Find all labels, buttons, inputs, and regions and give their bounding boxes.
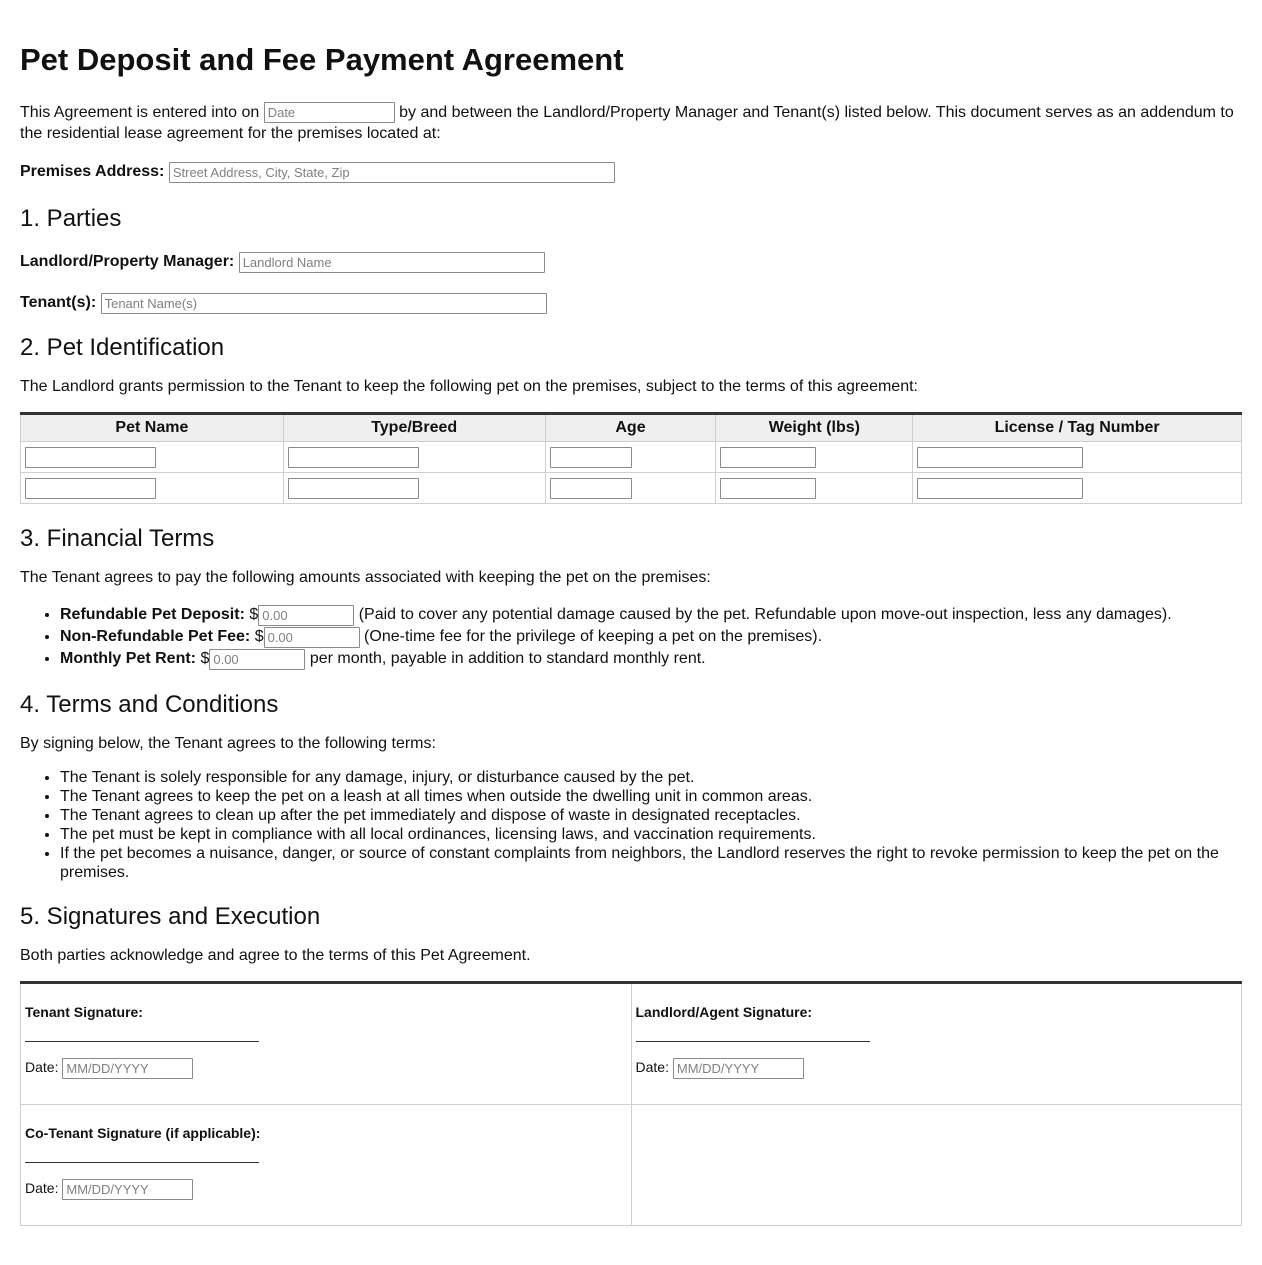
list-item (60, 604, 1242, 626)
table-cell (716, 473, 913, 504)
deposit-note: (Paid to cover any potential damage caused by the pet. Refundable upon move-out inspection, less any damages). (358, 606, 1172, 624)
list-item: • The Tenant is solely responsible for any damage, injury, or disturbance caused by the pet. (60, 768, 1242, 787)
currency-symbol: $ (249, 606, 259, 624)
premises-address-input[interactable] (169, 162, 615, 183)
pet-table-header (21, 414, 1242, 442)
table-cell (545, 442, 716, 473)
landlord-signature-label: Landlord/Agent Signature: (635, 1004, 813, 1021)
premises-row (20, 160, 1242, 184)
column-header-license-tag: License / Tag Number (913, 414, 1242, 442)
landlord-signature-cell (631, 983, 1242, 1105)
pet-age-input[interactable] (550, 478, 632, 499)
pet-rent-amount-input[interactable] (209, 649, 305, 670)
tenant-date-input[interactable] (62, 1058, 193, 1079)
tenant-names-input[interactable] (101, 293, 547, 314)
column-header-pet-name: Pet Name (21, 414, 284, 442)
date-label: Date: (635, 1059, 669, 1076)
list-item: • The Tenant agrees to clean up after the pet immediately and dispose of waste in designated receptacles. (60, 806, 1242, 825)
section-heading-parties: 1. Parties (20, 205, 122, 233)
table-cell (913, 442, 1242, 473)
pet-table (20, 412, 1242, 504)
pet-name-input[interactable] (25, 447, 156, 468)
pet-weight-input[interactable] (720, 478, 816, 499)
page-title: Pet Deposit and Fee Payment Agreement (20, 42, 624, 77)
tenant-signature-line[interactable] (25, 1036, 259, 1042)
table-cell (283, 473, 545, 504)
premises-label: Premises Address: (20, 163, 165, 181)
intro-text-after: by and between the Landlord/Property Manager and Tenant(s) listed below. This document serves as an addendum to the residential lease agreement for the premises located at: (20, 104, 1234, 143)
cotenant-date-input[interactable] (62, 1179, 193, 1200)
tenant-signature-cell (21, 983, 632, 1105)
financial-intro-text: The Tenant agrees to pay the following amounts associated with keeping the pet on the premises: (20, 569, 711, 587)
pet-rent-label: Monthly Pet Rent: (60, 650, 196, 668)
landlord-row (20, 250, 1242, 274)
pet-fee-amount-input[interactable] (264, 627, 360, 648)
section-heading-pet-identification: 2. Pet Identification (20, 334, 225, 362)
table-row (21, 442, 1242, 473)
pet-license-input[interactable] (917, 447, 1083, 468)
landlord-signature-line[interactable] (636, 1036, 870, 1042)
pet-weight-input[interactable] (720, 447, 816, 468)
cotenant-signature-cell (21, 1105, 632, 1226)
tenant-signature-label: Tenant Signature: (25, 1004, 143, 1021)
pet-rent-note: per month, payable in addition to standard monthly rent. (309, 650, 706, 668)
pet-permission-text: The Landlord grants permission to the Tenant to keep the following pet on the premises, subject to the terms of this agreement: (20, 378, 918, 396)
landlord-name-input[interactable] (239, 252, 545, 273)
pet-fee-label: Non-Refundable Pet Fee: (60, 628, 251, 646)
pet-age-input[interactable] (550, 447, 632, 468)
tenant-date-row (25, 1056, 627, 1078)
section-heading-signatures: 5. Signatures and Execution (20, 903, 321, 931)
empty-signature-cell (631, 1105, 1242, 1226)
pet-fee-note: (One-time fee for the privilege of keeping a pet on the premises). (364, 628, 823, 646)
cotenant-signature-label: Co-Tenant Signature (if applicable): (25, 1125, 261, 1142)
table-cell (21, 442, 284, 473)
list-item: • The pet must be kept in compliance with all local ordinances, licensing laws, and vaccination requirements. (60, 825, 1242, 844)
signature-row (21, 983, 1242, 1105)
intro-paragraph (20, 102, 1242, 144)
section-heading-terms-conditions: 4. Terms and Conditions (20, 691, 279, 719)
table-cell (283, 442, 545, 473)
tenant-row (20, 291, 1242, 315)
deposit-label: Refundable Pet Deposit: (60, 606, 245, 624)
column-header-type-breed: Type/Breed (283, 414, 545, 442)
list-item (60, 648, 1242, 670)
fee-list (20, 604, 1242, 670)
section-heading-financial-terms: 3. Financial Terms (20, 525, 215, 553)
signature-table (20, 981, 1242, 1226)
tenant-label: Tenant(s): (20, 294, 97, 312)
landlord-date-input[interactable] (673, 1058, 804, 1079)
pet-name-input[interactable] (25, 478, 156, 499)
list-item: • The Tenant agrees to keep the pet on a leash at all times when outside the dwelling unit in common areas. (60, 787, 1242, 806)
signatures-intro-text: Both parties acknowledge and agree to the terms of this Pet Agreement. (20, 947, 531, 965)
table-cell (716, 442, 913, 473)
currency-symbol: $ (254, 628, 264, 646)
agreement-date-input[interactable] (264, 102, 395, 123)
intro-text-before: This Agreement is entered into on (20, 104, 260, 121)
currency-symbol: $ (200, 650, 210, 668)
landlord-date-row (636, 1056, 1238, 1078)
date-label: Date: (25, 1180, 59, 1197)
cotenant-date-row (25, 1177, 627, 1199)
pet-license-input[interactable] (917, 478, 1083, 499)
terms-intro-text: By signing below, the Tenant agrees to the following terms: (20, 735, 436, 753)
date-label: Date: (25, 1059, 59, 1076)
pet-type-breed-input[interactable] (288, 478, 419, 499)
terms-list (20, 768, 1242, 882)
table-cell (21, 473, 284, 504)
cotenant-signature-line[interactable] (25, 1157, 259, 1163)
landlord-label: Landlord/Property Manager: (20, 253, 235, 271)
table-cell (913, 473, 1242, 504)
deposit-amount-input[interactable] (258, 605, 354, 626)
column-header-weight: Weight (lbs) (716, 414, 913, 442)
table-row (21, 473, 1242, 504)
list-item (60, 626, 1242, 648)
list-item: • If the pet becomes a nuisance, danger, or source of constant complaints from neighbors, the Landlord reserves the right to revoke permission to keep the pet on the premises. (60, 844, 1242, 882)
column-header-age: Age (545, 414, 716, 442)
table-cell (545, 473, 716, 504)
signature-row (21, 1105, 1242, 1226)
pet-type-breed-input[interactable] (288, 447, 419, 468)
